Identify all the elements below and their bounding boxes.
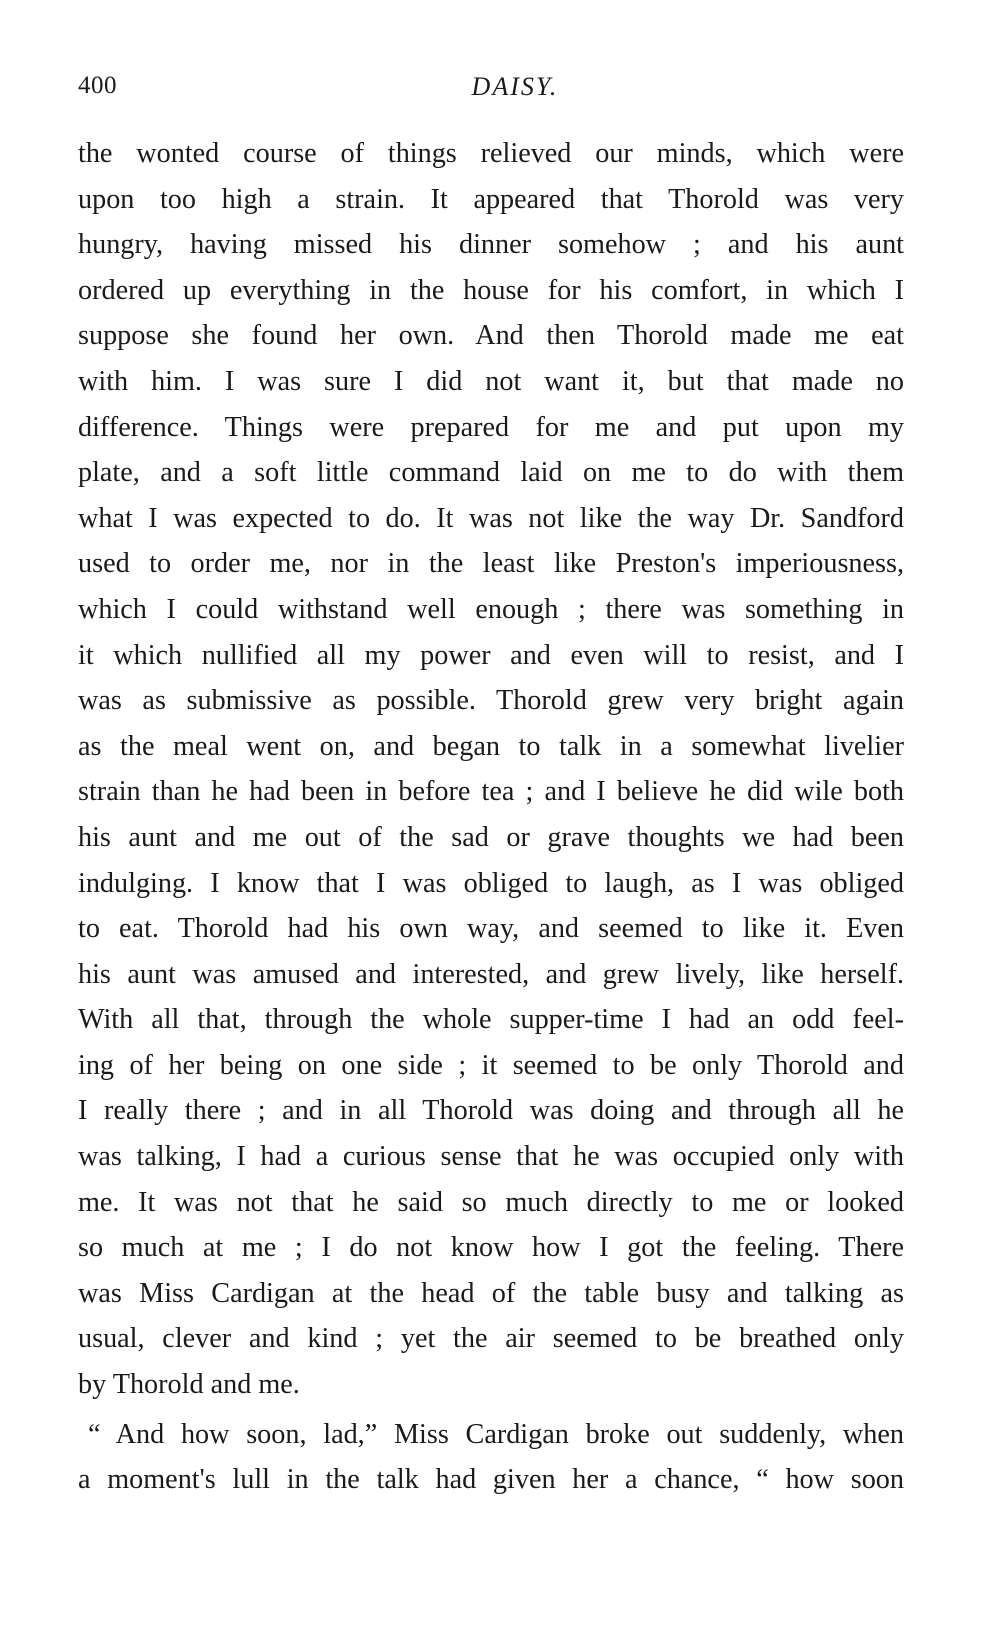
text-line: so much at me ; I do not know how I got the feeling. There — [78, 1232, 904, 1264]
text-line: indulging. I know that I was obliged to laugh, as I was obliged — [78, 867, 904, 899]
text-line: was Miss Cardigan at the head of the table busy and talking as — [78, 1277, 904, 1309]
text-line: the wonted course of things relieved our minds, which were — [78, 138, 904, 169]
text-line: used to order me, nor in the least like Preston's imperiousness, — [78, 548, 904, 580]
text-line: plate, and a soft little command laid on me to do with them — [78, 457, 904, 489]
page-number: 400 — [78, 72, 117, 99]
text-line: me. It was not that he said so much directly to me or looked — [78, 1186, 904, 1218]
text-line: suppose she found her own. And then Thorold made me eat — [78, 320, 904, 352]
text-line: it which nullified all my power and even will to resist, and I — [78, 639, 904, 671]
running-title: DAISY. — [471, 72, 559, 101]
text-line: to eat. Thorold had his own way, and seemed to like it. Even — [78, 913, 904, 945]
body-text — [78, 131, 904, 1503]
text-line: was as submissive as possible. Thorold grew very bright again — [78, 685, 904, 717]
text-line: was talking, I had a curious sense that he was occupied only with — [78, 1141, 904, 1173]
text-line: I really there ; and in all Thorold was doing and through all he — [78, 1095, 904, 1127]
paragraph-1 — [78, 131, 904, 1408]
paragraph-2 — [78, 1412, 904, 1503]
text-line: “ And how soon, lad,” Miss Cardigan broke out suddenly, when — [88, 1418, 904, 1450]
text-line: upon too high a strain. It appeared that Thorold was very — [78, 183, 904, 215]
text-line: usual, clever and kind ; yet the air seemed to be breathed only — [78, 1323, 904, 1355]
text-line: as the meal went on, and began to talk in a somewhat livelier — [78, 730, 904, 762]
text-line: ordered up everything in the house for his comfort, in which I — [78, 274, 904, 306]
text-line: a moment's lull in the talk had given her a chance, “ how soon — [78, 1464, 904, 1496]
text-line: which I could withstand well enough ; there was something in — [78, 593, 904, 625]
text-line: by Thorold and me. — [78, 1369, 300, 1401]
text-line: strain than he had been in before tea ; and I believe he did wile both — [78, 776, 904, 808]
page-header — [78, 72, 922, 108]
text-line: with him. I was sure I did not want it, but that made no — [78, 365, 904, 397]
text-line: With all that, through the whole supper-time I had an odd feel- — [78, 1004, 904, 1036]
text-line: ing of her being on one side ; it seemed to be only Thorold and — [78, 1049, 904, 1081]
text-line: what I was expected to do. It was not like the way Dr. Sandford — [78, 502, 904, 534]
text-line: his aunt and me out of the sad or grave thoughts we had been — [78, 821, 904, 853]
text-line: his aunt was amused and interested, and grew lively, like herself. — [78, 958, 904, 990]
text-line: hungry, having missed his dinner somehow ; and his aunt — [78, 229, 904, 261]
text-line: difference. Things were prepared for me and put upon my — [78, 411, 904, 443]
